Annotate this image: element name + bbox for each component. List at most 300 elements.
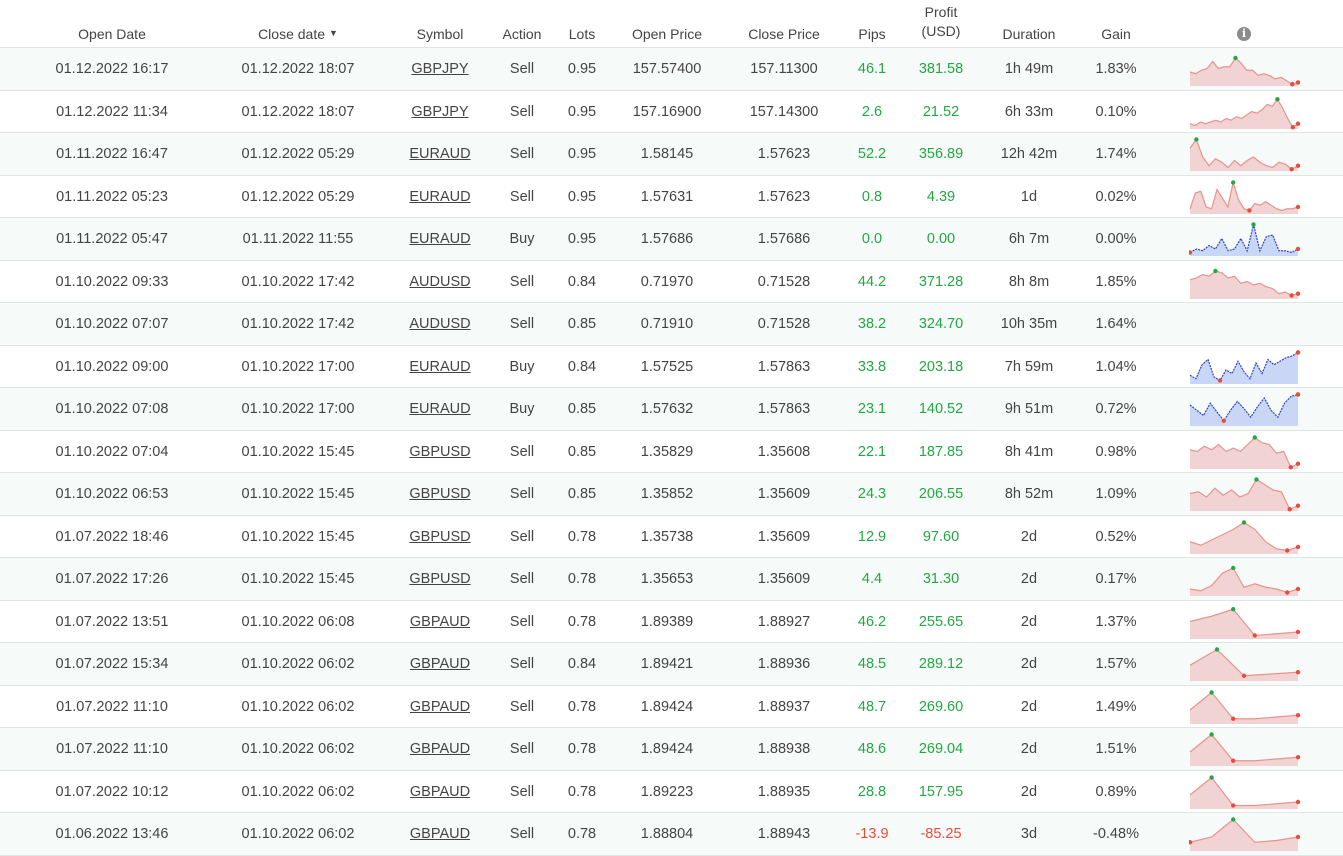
close-date-cell: 01.10.2022 06:08	[241, 613, 355, 630]
sparkline-low-marker	[1231, 803, 1235, 807]
sparkline-end-marker	[1296, 544, 1300, 548]
open-date-cell: 01.11.2022 05:47	[56, 231, 168, 247]
symbol-cell	[400, 133, 480, 175]
close-price-cell: 1.57623	[757, 188, 811, 205]
close-date-cell: 01.12.2022 18:07	[241, 61, 355, 77]
lots-cell: 0.85	[567, 486, 597, 502]
sparkline-high-marker	[1194, 137, 1198, 141]
close-price-cell: 0.71528	[757, 316, 811, 332]
symbol-link[interactable]: GBPAUD	[409, 826, 471, 842]
gain-cell: 0.17%	[1095, 571, 1137, 587]
close-price-cell: 1.57686	[757, 231, 811, 247]
gain-cell: 1.74%	[1095, 146, 1137, 162]
symbol-cell	[400, 558, 480, 600]
trade-sparkline	[1189, 728, 1301, 770]
gain-cell: 1.83%	[1095, 61, 1137, 77]
gain-cell: 1.09%	[1095, 486, 1137, 502]
lots-cell: 0.95	[567, 146, 597, 162]
open-price-cell: 1.57686	[640, 231, 694, 247]
open-price-cell: 1.35829	[640, 443, 694, 460]
open-price-cell: 157.57400	[632, 61, 702, 77]
duration-cell: 8h 8m	[1008, 273, 1050, 290]
sparkline-end-marker	[1296, 247, 1300, 251]
trade-sparkline	[1189, 473, 1301, 515]
profit-cell: 187.85	[918, 443, 964, 460]
symbol-cell	[400, 48, 480, 90]
column-header-duration[interactable]	[989, 0, 1069, 47]
sparkline-high-marker	[1215, 647, 1219, 651]
table-row	[0, 303, 1343, 346]
open-date-cell: 01.07.2022 11:10	[56, 741, 168, 757]
open-price-cell: 1.89424	[640, 741, 694, 757]
symbol-link[interactable]: EURAUD	[409, 401, 471, 417]
open-date-cell: 01.10.2022 09:33	[55, 273, 169, 290]
close-date-cell: 01.10.2022 06:02	[241, 656, 355, 672]
symbol-cell	[400, 431, 480, 473]
table-row	[0, 431, 1343, 474]
action-cell: Sell	[509, 528, 535, 545]
close-price-cell: 1.88938	[757, 741, 811, 757]
pips-cell: 28.8	[857, 783, 887, 800]
profit-cell: 140.52	[918, 401, 964, 417]
open-price-cell: 1.57632	[640, 401, 694, 417]
sparkline-end-marker	[1296, 629, 1300, 633]
symbol-link[interactable]: GBPAUD	[409, 656, 471, 672]
table-row	[0, 686, 1343, 729]
open-date-header-label: Open Date	[78, 25, 146, 42]
column-header-symbol[interactable]	[400, 0, 480, 47]
sparkline-high-marker	[1253, 435, 1257, 439]
duration-cell: 10h 35m	[1000, 316, 1058, 332]
table-row	[0, 813, 1343, 856]
close-date-cell: 01.10.2022 15:45	[241, 486, 355, 502]
column-header-open-date[interactable]	[52, 0, 172, 47]
open-date-cell: 01.07.2022 13:51	[55, 613, 169, 630]
pips-cell: 44.2	[857, 273, 887, 290]
sparkline-high-marker	[1231, 180, 1235, 184]
table-row	[0, 218, 1343, 261]
table-row	[0, 516, 1343, 559]
lots-cell: 0.78	[567, 528, 597, 545]
action-cell: Sell	[509, 571, 535, 587]
gain-cell: 1.49%	[1095, 698, 1137, 715]
gain-header-label: Gain	[1101, 25, 1131, 42]
table-row	[0, 643, 1343, 686]
column-header-pips[interactable]	[847, 0, 897, 47]
duration-cell: 2d	[1020, 571, 1038, 587]
sparkline-low-marker	[1289, 465, 1293, 469]
open-date-cell: 01.07.2022 17:26	[55, 571, 169, 587]
symbol-link[interactable]: EURAUD	[409, 188, 471, 205]
symbol-link[interactable]: GBPUSD	[409, 486, 471, 502]
close-price-header-label: Close Price	[748, 25, 820, 42]
trade-sparkline	[1189, 601, 1301, 643]
pips-cell: 52.2	[857, 146, 887, 162]
sparkline-end-marker	[1296, 670, 1300, 674]
gain-cell: 0.02%	[1095, 188, 1137, 205]
open-date-cell: 01.07.2022 18:46	[55, 528, 169, 545]
open-date-cell: 01.12.2022 11:34	[56, 103, 168, 120]
close-date-header-label: Close date	[258, 25, 325, 42]
action-cell: Buy	[509, 401, 535, 417]
symbol-link[interactable]: GBPAUD	[409, 783, 471, 800]
pips-cell: 46.2	[857, 613, 887, 630]
duration-header-label: Duration	[1002, 25, 1056, 42]
pips-cell: 48.6	[857, 741, 887, 757]
close-price-cell: 1.57863	[757, 358, 811, 375]
symbol-cell	[400, 261, 480, 303]
symbol-cell	[400, 91, 480, 133]
trade-sparkline	[1189, 91, 1301, 133]
duration-cell: 6h 7m	[1008, 231, 1050, 247]
column-header-gain[interactable]	[1086, 0, 1146, 47]
sparkline-high-marker	[1233, 56, 1237, 60]
sparkline-high-marker	[1254, 477, 1258, 481]
sparkline-end-marker	[1296, 799, 1300, 803]
symbol-cell	[400, 473, 480, 515]
close-date-cell: 01.12.2022 18:07	[241, 103, 355, 120]
column-header-open-price[interactable]	[617, 0, 717, 47]
open-date-cell: 01.10.2022 06:53	[55, 486, 169, 502]
symbol-link[interactable]: GBPUSD	[409, 443, 471, 460]
sparkline-end-marker	[1296, 350, 1300, 354]
profit-cell: 4.39	[926, 188, 956, 205]
sparkline-end-marker	[1296, 587, 1300, 591]
sparkline-line	[1190, 182, 1298, 210]
pips-cell: -13.9	[855, 826, 889, 842]
close-price-cell: 1.88936	[757, 656, 811, 672]
sparkline-low-marker	[1289, 167, 1293, 171]
column-header-close-date[interactable]	[238, 0, 358, 47]
duration-cell: 2d	[1020, 741, 1038, 757]
symbol-cell	[400, 346, 480, 388]
open-price-cell: 1.57525	[640, 358, 694, 375]
symbol-cell	[400, 643, 480, 685]
open-price-cell: 1.88804	[640, 826, 694, 842]
profit-cell: 269.04	[918, 741, 964, 757]
pips-cell: 48.5	[857, 656, 887, 672]
close-date-cell: 01.10.2022 15:45	[241, 443, 355, 460]
open-price-cell: 157.16900	[632, 103, 702, 120]
sparkline-low-marker	[1289, 293, 1293, 297]
sparkline-low-marker	[1287, 507, 1291, 511]
sparkline-low-marker	[1218, 378, 1222, 382]
duration-cell: 2d	[1020, 783, 1038, 800]
profit-cell: 356.89	[918, 146, 964, 162]
close-price-cell: 1.35608	[757, 443, 811, 460]
symbol-link[interactable]: EURAUD	[409, 146, 471, 162]
sparkline-high-marker	[1209, 775, 1213, 779]
trade-sparkline	[1189, 643, 1301, 685]
sparkline-area	[1190, 58, 1298, 86]
profit-cell: 206.55	[918, 486, 964, 502]
open-date-cell: 01.11.2022 05:23	[56, 188, 168, 205]
open-price-cell: 0.71910	[640, 316, 694, 332]
action-cell: Buy	[509, 358, 535, 375]
close-price-cell: 1.35609	[757, 528, 811, 545]
sparkline-end-marker	[1296, 461, 1300, 465]
symbol-cell	[400, 813, 480, 855]
action-cell: Sell	[509, 188, 535, 205]
trade-sparkline	[1189, 771, 1301, 813]
table-row	[0, 601, 1343, 644]
close-price-cell: 1.57863	[757, 401, 811, 417]
action-cell: Sell	[509, 826, 535, 842]
sparkline-area	[1190, 140, 1298, 172]
action-cell: Sell	[509, 443, 535, 460]
column-header-profit[interactable]	[906, 0, 976, 47]
pips-cell: 33.8	[857, 358, 887, 375]
trade-sparkline	[1189, 558, 1301, 600]
profit-cell: 97.60	[922, 528, 960, 545]
open-date-cell: 01.07.2022 10:12	[55, 783, 169, 800]
sparkline-high-marker	[1213, 268, 1217, 272]
trade-sparkline	[1189, 346, 1301, 388]
open-price-cell: 1.58145	[640, 146, 694, 162]
column-header-close-price[interactable]	[734, 0, 834, 47]
symbol-link[interactable]: EURAUD	[409, 231, 471, 247]
pips-cell: 23.1	[857, 401, 887, 417]
lots-cell: 0.95	[567, 231, 597, 247]
trade-sparkline	[1189, 388, 1301, 430]
lots-cell: 0.85	[567, 443, 597, 460]
symbol-link[interactable]: GBPUSD	[409, 571, 471, 587]
open-date-cell: 01.06.2022 13:46	[55, 826, 169, 842]
close-date-cell: 01.10.2022 06:02	[241, 783, 355, 800]
duration-cell: 6h 33m	[1004, 103, 1054, 120]
action-cell: Sell	[509, 783, 535, 800]
symbol-cell	[400, 601, 480, 643]
sparkline-area	[1190, 437, 1298, 469]
duration-cell: 2d	[1020, 613, 1038, 630]
gain-cell: 0.98%	[1095, 443, 1137, 460]
open-price-cell: 1.57631	[640, 188, 694, 205]
gain-cell: 0.72%	[1095, 401, 1137, 417]
symbol-cell	[400, 176, 480, 218]
open-date-cell: 01.10.2022 09:00	[55, 358, 169, 375]
sparkline-end-marker	[1296, 504, 1300, 508]
lots-cell: 0.85	[567, 316, 597, 332]
close-date-cell: 01.10.2022 17:42	[241, 273, 355, 290]
column-header-lots[interactable]	[557, 0, 607, 47]
sparkline-end-marker	[1296, 80, 1300, 84]
open-price-cell: 1.35653	[640, 571, 694, 587]
sparkline-low-marker	[1290, 82, 1294, 86]
symbol-link[interactable]: GBPAUD	[409, 613, 471, 630]
duration-cell: 9h 51m	[1004, 401, 1054, 417]
sparkline-area	[1190, 609, 1298, 639]
pips-cell: 4.4	[861, 571, 883, 587]
table-row	[0, 261, 1343, 304]
close-date-cell: 01.10.2022 17:00	[241, 358, 355, 375]
profit-cell: 381.58	[918, 61, 964, 77]
duration-cell: 8h 52m	[1004, 486, 1054, 502]
action-cell: Sell	[509, 61, 535, 77]
sparkline-end-marker	[1296, 204, 1300, 208]
profit-cell: 371.28	[918, 273, 964, 290]
open-price-cell: 1.89223	[640, 783, 694, 800]
lots-cell: 0.85	[567, 401, 597, 417]
symbol-cell	[400, 728, 480, 770]
sparkline-end-marker	[1296, 164, 1300, 168]
symbol-link[interactable]: GBPAUD	[409, 741, 471, 757]
symbol-link[interactable]: AUDUSD	[409, 273, 471, 290]
gain-cell: 1.04%	[1095, 358, 1137, 375]
sort-descending-icon: ▼	[329, 28, 338, 39]
action-cell: Sell	[509, 698, 535, 715]
profit-cell: -85.25	[920, 826, 962, 842]
table-row	[0, 771, 1343, 814]
symbol-link[interactable]: GBPJPY	[411, 103, 469, 120]
symbol-cell	[400, 303, 480, 345]
sparkline-end-marker	[1296, 392, 1300, 396]
close-date-cell: 01.10.2022 06:02	[241, 826, 355, 842]
open-date-cell: 01.10.2022 07:08	[55, 401, 169, 417]
open-date-cell: 01.12.2022 16:17	[55, 61, 169, 77]
sparkline-low-marker	[1285, 548, 1289, 552]
action-cell: Sell	[509, 486, 535, 502]
close-date-cell: 01.12.2022 05:29	[241, 188, 355, 205]
profit-cell: 203.18	[918, 358, 964, 375]
profit-header-unit: (USD)	[921, 22, 961, 39]
sparkline-area	[1190, 820, 1298, 852]
sparkline-low-marker	[1253, 633, 1257, 637]
sparkline-end-marker	[1296, 121, 1300, 125]
profit-cell: 324.70	[918, 316, 964, 332]
open-date-cell: 01.07.2022 15:34	[55, 656, 169, 672]
sparkline-end-marker	[1296, 291, 1300, 295]
profit-header-label: Profit	[924, 4, 958, 21]
close-date-cell: 01.10.2022 17:00	[241, 401, 355, 417]
table-row	[0, 558, 1343, 601]
sparkline-area	[1190, 99, 1298, 129]
gain-cell: 1.51%	[1095, 741, 1137, 757]
close-date-cell: 01.10.2022 06:02	[241, 741, 355, 757]
lots-cell: 0.78	[567, 613, 597, 630]
sparkline-low-marker	[1222, 419, 1226, 423]
table-row	[0, 48, 1343, 91]
open-date-cell: 01.10.2022 07:07	[55, 316, 169, 332]
sparkline-low-marker	[1291, 125, 1295, 129]
pips-cell: 46.1	[857, 61, 887, 77]
trade-sparkline	[1189, 133, 1301, 175]
sparkline-high-marker	[1275, 97, 1279, 101]
pips-cell: 12.9	[857, 528, 887, 545]
close-price-cell: 1.35609	[757, 486, 811, 502]
trade-sparkline	[1189, 516, 1301, 558]
action-cell: Sell	[509, 613, 535, 630]
table-header	[0, 0, 1343, 48]
open-price-cell: 1.35738	[640, 528, 694, 545]
gain-cell: 0.10%	[1095, 103, 1137, 120]
table-row	[0, 133, 1343, 176]
action-cell: Sell	[509, 103, 535, 120]
sparkline-area	[1190, 352, 1298, 384]
symbol-cell	[400, 388, 480, 430]
open-price-cell: 1.35852	[640, 486, 694, 502]
pips-cell: 0.0	[861, 231, 883, 247]
close-date-cell: 01.10.2022 15:45	[241, 571, 355, 587]
symbol-link[interactable]: GBPJPY	[411, 61, 469, 77]
duration-cell: 1d	[1020, 188, 1038, 205]
close-price-cell: 1.57623	[757, 146, 811, 162]
open-price-header-label: Open Price	[631, 25, 703, 42]
action-cell: Sell	[509, 273, 535, 290]
profit-cell: 157.95	[918, 783, 964, 800]
trade-sparkline	[1189, 813, 1301, 855]
lots-cell: 0.95	[567, 61, 597, 77]
profit-cell: 31.30	[922, 571, 960, 587]
lots-cell: 0.84	[567, 273, 597, 290]
sparkline-area	[1190, 568, 1298, 596]
sparkline-high-marker	[1251, 222, 1255, 226]
pips-header-label: Pips	[858, 25, 886, 42]
lots-cell: 0.78	[567, 698, 597, 715]
sparkline-low-marker	[1231, 759, 1235, 763]
lots-cell: 0.95	[567, 188, 597, 205]
lots-cell: 0.84	[567, 358, 597, 375]
pips-cell: 24.3	[857, 486, 887, 502]
open-price-cell: 0.71970	[640, 273, 694, 290]
symbol-link[interactable]: GBPUSD	[409, 528, 471, 545]
sparkline-high-marker	[1231, 607, 1235, 611]
gain-cell: -0.48%	[1093, 826, 1139, 842]
profit-cell: 269.60	[918, 698, 964, 715]
close-price-cell: 1.88943	[757, 826, 811, 842]
table-row	[0, 91, 1343, 134]
symbol-header-label: Symbol	[416, 25, 464, 42]
trade-sparkline	[1189, 431, 1301, 473]
table-row	[0, 728, 1343, 771]
open-price-cell: 1.89389	[640, 613, 694, 630]
duration-cell: 1h 49m	[1004, 61, 1054, 77]
open-date-cell: 01.11.2022 16:47	[56, 146, 168, 162]
duration-cell: 12h 42m	[1000, 146, 1058, 162]
symbol-link[interactable]: GBPAUD	[409, 698, 471, 715]
sparkline-high-marker	[1209, 690, 1213, 694]
table-row	[0, 388, 1343, 431]
close-date-cell: 01.12.2022 05:29	[241, 146, 355, 162]
pips-cell: 22.1	[857, 443, 887, 460]
column-header-action[interactable]	[492, 0, 552, 47]
sparkline-high-marker	[1231, 817, 1235, 821]
symbol-link[interactable]: EURAUD	[409, 358, 471, 375]
gain-cell: 1.85%	[1095, 273, 1137, 290]
trade-sparkline	[1189, 261, 1301, 303]
profit-cell: 21.52	[922, 103, 960, 120]
sparkline-end-marker	[1296, 713, 1300, 717]
close-price-cell: 0.71528	[757, 273, 811, 290]
close-price-cell: 1.88927	[757, 613, 811, 630]
close-date-cell: 01.11.2022 11:55	[242, 231, 354, 247]
close-price-cell: 157.14300	[749, 103, 819, 120]
action-cell: Sell	[509, 146, 535, 162]
sparkline-area	[1190, 395, 1298, 427]
trade-sparkline	[1189, 218, 1301, 260]
info-icon[interactable]: i	[1237, 27, 1251, 41]
action-header-label: Action	[502, 25, 542, 42]
duration-cell: 2d	[1020, 656, 1038, 672]
close-price-cell: 1.35609	[757, 571, 811, 587]
pips-cell: 38.2	[857, 316, 887, 332]
symbol-cell	[400, 771, 480, 813]
close-price-cell: 1.88937	[757, 698, 811, 715]
sparkline-low-marker	[1231, 716, 1235, 720]
sparkline-low-marker	[1247, 208, 1251, 212]
symbol-link[interactable]: AUDUSD	[409, 316, 471, 332]
symbol-cell	[400, 218, 480, 260]
profit-cell: 255.65	[918, 613, 964, 630]
